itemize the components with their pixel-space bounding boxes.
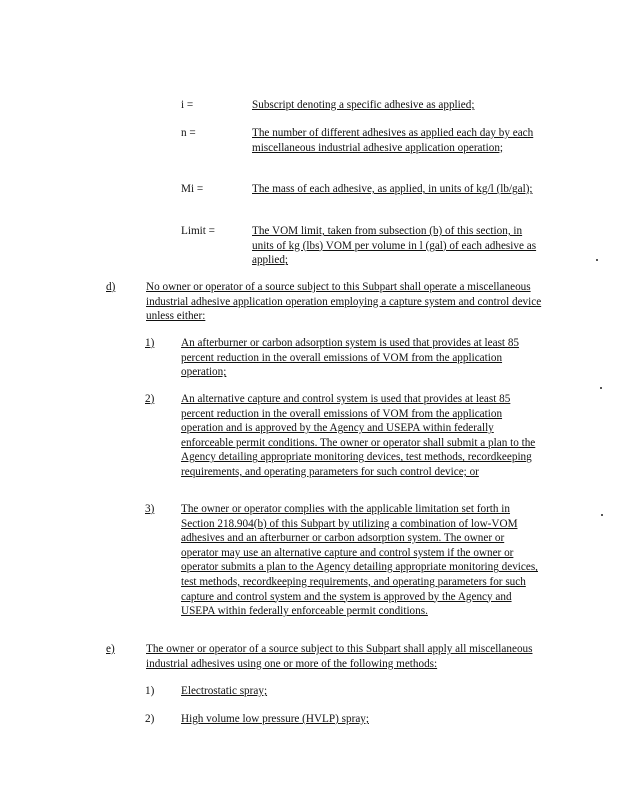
section-e-item-1-text: Electrostatic spray; [181,685,268,697]
definition-term-n: n = [181,127,196,139]
section-d-label: d) [106,281,116,293]
definition-term-limit: Limit = [181,225,215,237]
scan-speck [596,259,598,261]
section-d-item-2-label: 2) [145,393,155,405]
section-d-item-1-label: 1) [145,337,155,349]
section-d-item-2-text: An alternative capture and control system is used that provides at least 85 percent reduction in the overall emissions of VOM from the application operation and is approved by the Agency and USEPA within federally enforceable permit conditions. The owner or operator shall submit a plan to the Agency detailing appropriate monitoring devices, test methods, recordkeeping requirements, and operating parameters for such control device; or [181,393,536,478]
section-e-item-2-label: 2) [145,713,155,725]
definition-text-n: The number of different adhesives as applied each day by each miscellaneous industrial adhesive application operation; [252,127,534,154]
definition-text-mi: The mass of each adhesive, as applied, in units of kg/l (lb/gal); [252,183,533,195]
section-e-text: The owner or operator of a source subject to this Subpart shall apply all miscellaneous industrial adhesives using one or more of the following methods: [146,643,533,670]
scan-speck [600,387,602,389]
definition-text-i: Subscript denoting a specific adhesive as applied; [252,99,475,111]
definition-term-i: i = [181,99,194,111]
section-d-item-1-text: An afterburner or carbon adsorption system is used that provides at least 85 percent reduction in the overall emissions of VOM from the application operation; [181,337,520,379]
section-d-item-3-text: The owner or operator complies with the applicable limitation set forth in Section 218.904(b) of this Subpart by utilizing a combination of low-VOM adhesives and an afterburner or carbon adsorption system. The owner or operator may use an alternative capture and control system if the owner or operator submits a plan to the Agency detailing appropriate monitoring devices, test methods, recordkeeping requirements, and operating parameters for such capture and control system and the system is approved by the Agency and USEPA within federally enforceable permit conditions. [181,503,538,618]
definition-term-mi: Mi = [181,183,204,195]
section-d-item-3-label: 3) [145,503,155,515]
section-e-item-1-label: 1) [145,685,155,697]
section-d-text: No owner or operator of a source subject to this Subpart shall operate a miscellaneous industrial adhesive application operation employing a capture system and control device unless either: [146,281,542,323]
section-e-label: e) [106,643,115,655]
section-e-item-2-text: High volume low pressure (HVLP) spray; [181,713,369,725]
definition-text-limit: The VOM limit, taken from subsection (b) of this section, in units of kg (lbs) VOM per volume in l (gal) of each adhesive as applied; [252,225,537,267]
scan-speck [601,514,603,516]
